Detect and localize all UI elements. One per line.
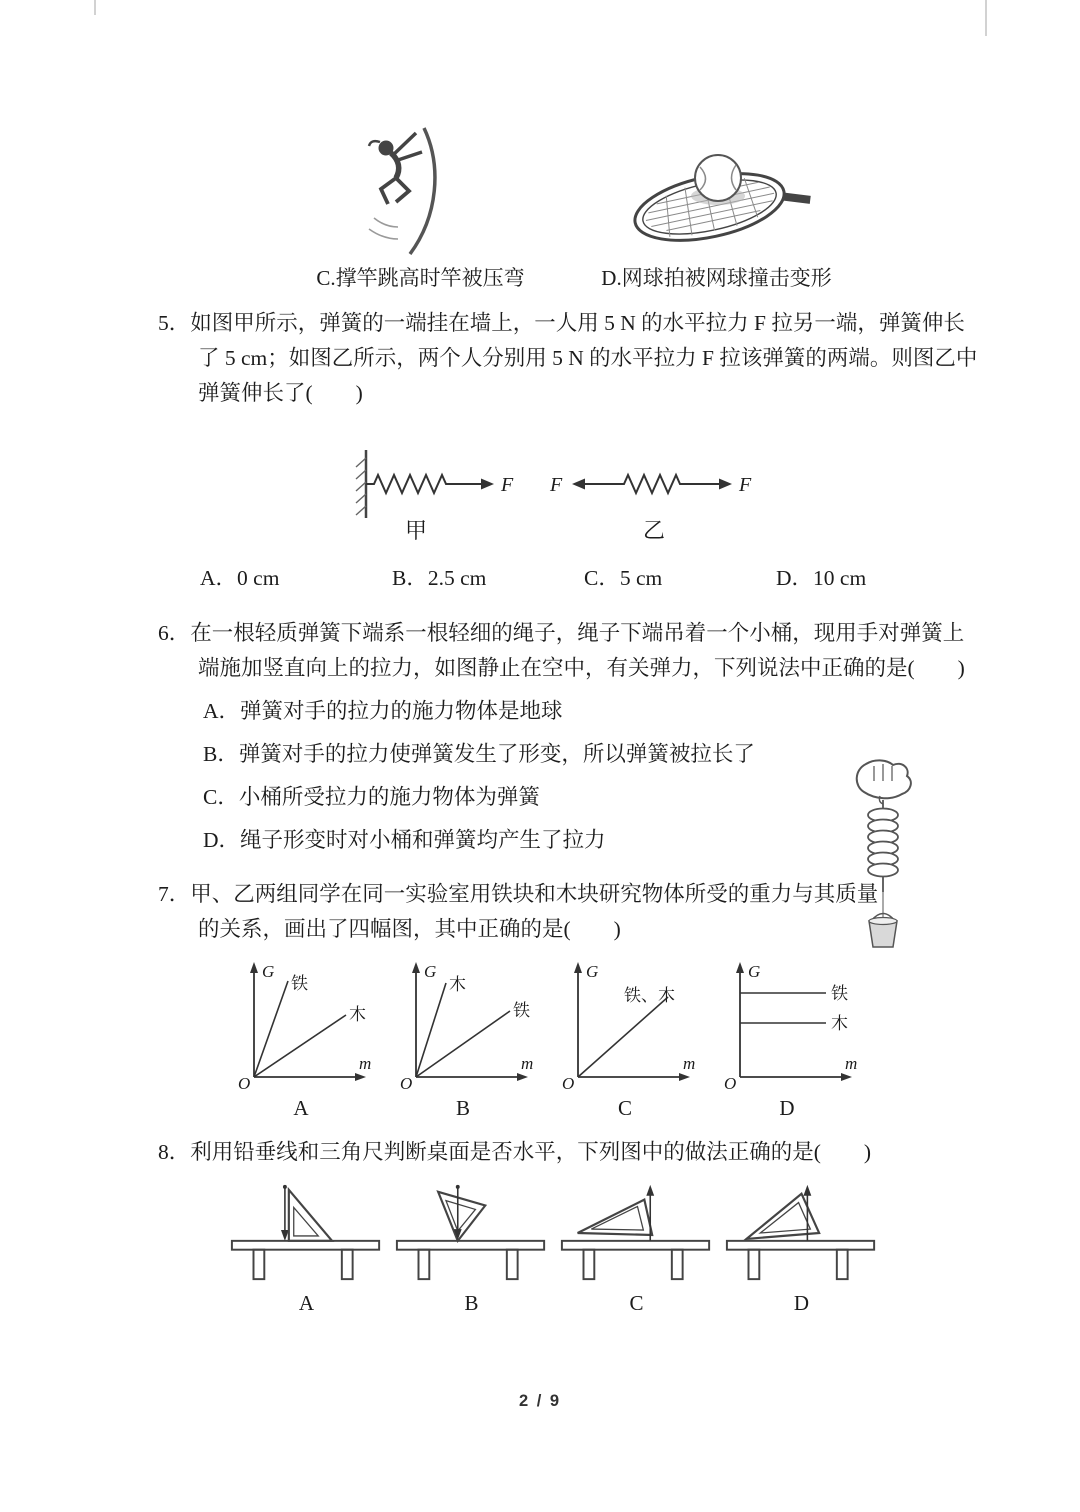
question-6-text: 在一根轻质弹簧下端系一根轻细的绳子，绳子下端吊着一个小桶，现用手对弹簧上端施加竖直向上的拉力，如图静止在空中，有关弹力，下列说法中正确的是( ) <box>190 621 965 681</box>
graph-d-plot <box>710 953 864 1091</box>
scan-edge-mark-left <box>94 0 96 15</box>
x-axis-label: m <box>683 1054 696 1074</box>
q5-option-d: D．10 cm <box>776 566 867 591</box>
question-8-figures <box>224 1180 984 1316</box>
question-5-options <box>158 561 984 592</box>
scan-edge-mark-right <box>985 0 987 36</box>
q6-option-c: C．小桶所受拉力的施力物体为弹簧 <box>203 784 540 809</box>
steep-line-label: 木 <box>449 975 466 995</box>
x-axis-label: m <box>845 1054 858 1074</box>
spring-pull-diagram <box>354 434 774 542</box>
table-figure-d <box>719 1180 884 1316</box>
single-line-label: 铁、木 <box>624 986 675 1006</box>
question-8-text: 利用铅垂线和三角尺判断桌面是否水平，下列图中的做法正确的是( ) <box>190 1140 872 1165</box>
table-figure-a-letter: A <box>298 1290 315 1315</box>
table-figure-b <box>389 1180 554 1316</box>
graph-d-letter: D <box>779 1096 795 1121</box>
q6-option-b: B．弹簧对手的拉力使弹簧发生了形变，所以弹簧被拉长了 <box>203 741 755 766</box>
arrow-right-icon <box>719 479 732 490</box>
table-figure-b-letter: B <box>464 1290 479 1315</box>
diagram-label-yi: 乙 <box>642 518 666 543</box>
plumb-arrow-up-icon <box>646 1185 654 1196</box>
table-figure-c-letter: C <box>629 1290 644 1315</box>
q5-option-a: A．0 cm <box>200 566 280 591</box>
page-number: 2 / 9 <box>518 1392 562 1410</box>
force-label-jia: F <box>501 474 514 497</box>
lower-line-label: 木 <box>831 1014 848 1034</box>
graph-b-plot <box>386 953 540 1091</box>
plumb-arrow-down-icon <box>281 1230 289 1241</box>
arrow-right-icon <box>481 479 494 490</box>
force-label-yi-left: F <box>550 474 563 497</box>
force-label-yi-right: F <box>739 474 752 497</box>
y-axis-label: G <box>424 962 437 982</box>
tennis-racket-illustration <box>614 142 819 258</box>
shallow-line-label: 木 <box>349 1005 366 1025</box>
q6-option-d: D．绳子形变时对小桶和弹簧均产生了拉力 <box>203 827 606 852</box>
plumb-arrow-up-icon <box>803 1185 811 1196</box>
question-7 <box>158 877 898 947</box>
question-6-figure <box>836 756 931 973</box>
origin-label: O <box>238 1074 251 1092</box>
graph-c <box>548 953 702 1121</box>
graph-b-letter: B <box>455 1096 470 1121</box>
pole-vault-illustration <box>346 122 496 258</box>
question-7-graphs <box>224 953 984 1121</box>
y-axis-label: G <box>586 962 599 982</box>
question-8 <box>158 1135 984 1170</box>
steep-line-label: 铁 <box>291 974 308 994</box>
table-figure-c <box>554 1180 719 1316</box>
y-axis-label: G <box>748 962 761 982</box>
graph-d <box>710 953 864 1121</box>
question-7-text: 甲、乙两组同学在同一实验室用铁块和木块研究物体所受的重力与其质量的关系，画出了四幅图，其中正确的是( ) <box>190 882 879 942</box>
table-plumb-a <box>224 1180 389 1286</box>
question-8-number: 8． <box>158 1140 191 1165</box>
graph-c-letter: C <box>617 1096 632 1121</box>
shallow-line-label: 铁 <box>513 1001 530 1021</box>
origin-label: O <box>562 1074 575 1092</box>
x-axis-label: m <box>521 1054 534 1074</box>
table-plumb-c <box>554 1180 719 1286</box>
y-axis-label: G <box>262 962 275 982</box>
q6-option-a: A．弹簧对手的拉力的施力物体是地球 <box>203 699 563 724</box>
table-figure-d-letter: D <box>793 1290 810 1315</box>
graph-a-plot <box>224 953 378 1091</box>
q5-option-b: B．2.5 cm <box>392 566 487 591</box>
question-4-figures <box>158 122 984 292</box>
graph-a <box>224 953 378 1121</box>
question-5-number: 5． <box>158 311 191 335</box>
diagram-label-jia: 甲 <box>404 518 428 543</box>
q5-option-c: C．5 cm <box>584 566 663 591</box>
question-5-diagram <box>354 434 984 547</box>
x-axis-label: m <box>359 1054 372 1074</box>
question-5 <box>158 306 984 410</box>
table-figure-a <box>224 1180 389 1316</box>
graph-a-letter: A <box>293 1096 309 1121</box>
question-7-number: 7． <box>158 882 191 907</box>
graph-b <box>386 953 540 1121</box>
figure-pole-vault <box>298 122 543 292</box>
caption-option-c: C.撑竿跳高时竿被压弯 <box>316 266 525 290</box>
origin-label: O <box>724 1074 737 1092</box>
upper-line-label: 铁 <box>831 984 848 1004</box>
origin-label: O <box>400 1074 413 1092</box>
question-6-number: 6． <box>158 621 191 646</box>
hand-spring-bucket-illustration <box>836 756 931 968</box>
question-5-text: 如图甲所示，弹簧的一端挂在墙上，一人用 5 N 的水平拉力 F 拉另一端，弹簧伸长了 5 cm；如图乙所示，两个人分别用 5 N 的水平拉力 F 拉该弹簧的两端。则图乙中弹簧伸长了( ) <box>190 311 978 405</box>
caption-option-d: D.网球拍被网球撞击变形 <box>601 266 832 290</box>
table-plumb-b <box>389 1180 554 1286</box>
figure-tennis-racket <box>589 142 844 292</box>
graph-c-plot <box>548 953 702 1091</box>
arrow-left-icon <box>572 479 585 490</box>
table-plumb-d <box>719 1180 884 1286</box>
